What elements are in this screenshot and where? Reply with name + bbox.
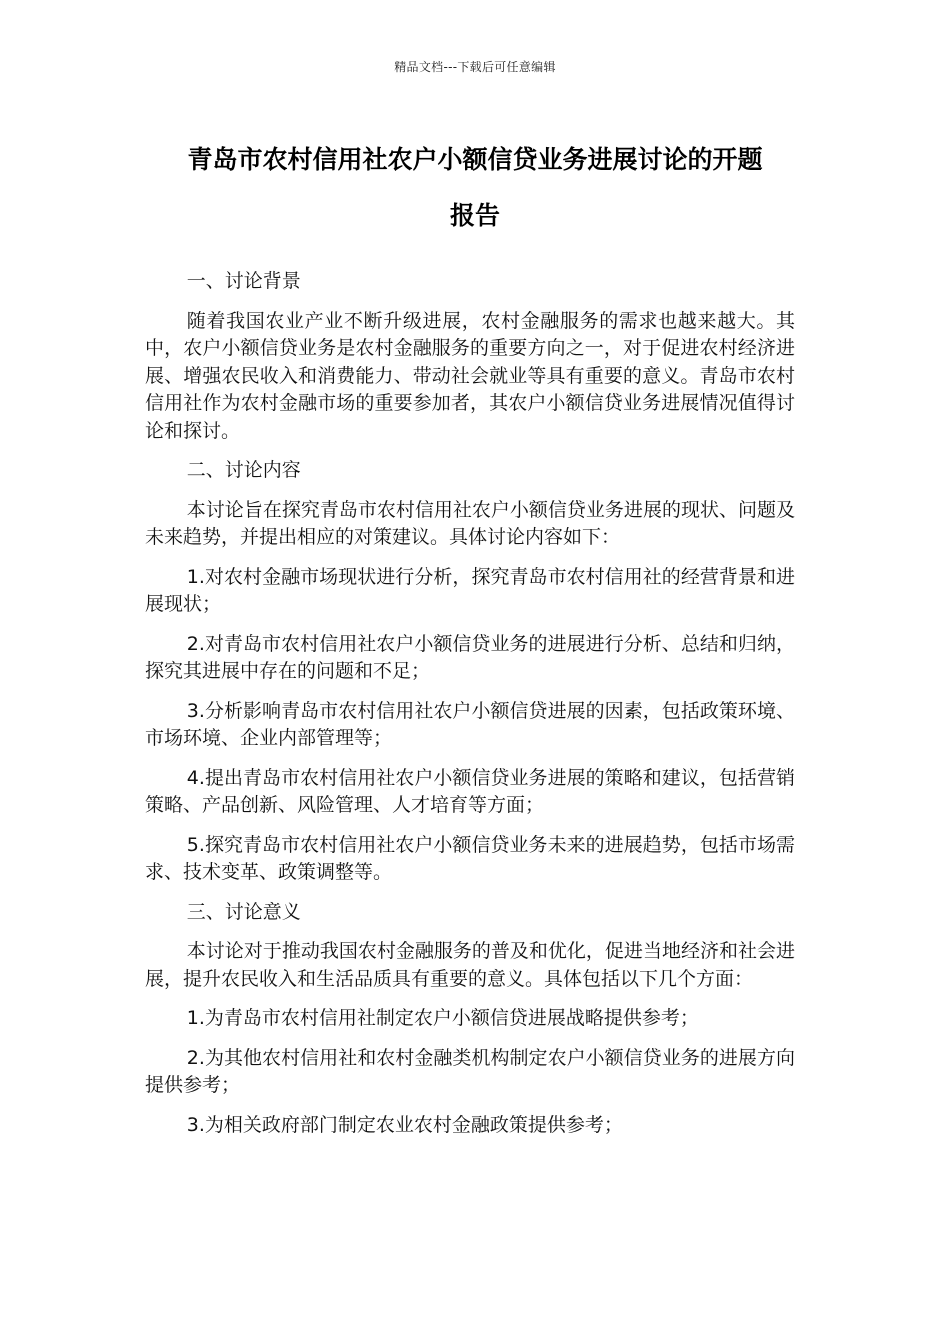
document-body <box>145 268 795 1151</box>
content-item-5: 5.探究青岛市农村信用社农户小额信贷业务未来的进展趋势，包括市场需求、技术变革、政策调整等。 <box>145 833 795 883</box>
document-title <box>120 132 830 244</box>
content-intro-paragraph: 本讨论旨在探究青岛市农村信用社农户小额信贷业务进展的现状、问题及未来趋势，并提出相应的对策建议。具体讨论内容如下： <box>145 498 795 548</box>
content-item-4: 4.提出青岛市农村信用社农户小额信贷业务进展的策略和建议，包括营销策略、产品创新、风险管理、人才培育等方面； <box>145 766 795 816</box>
significance-item-2: 2.为其他农村信用社和农村金融类机构制定农户小额信贷业务的进展方向提供参考； <box>145 1046 795 1096</box>
content-item-1: 1.对农村金融市场现状进行分析，探究青岛市农村信用社的经营背景和进展现状； <box>145 565 795 615</box>
section-heading-significance: 三、讨论意义 <box>186 900 301 923</box>
title-line-2: 报告 <box>449 201 500 230</box>
background-paragraph: 随着我国农业产业不断升级进展，农村金融服务的需求也越来越大。其中，农户小额信贷业务是农村金融服务的重要方向之一，对于促进农村经济进展、增强农民收入和消费能力、带动社会就业等具有重要的意义。青岛市农村信用社作为农村金融市场的重要参加者，其农户小额信贷业务进展情况值得讨论和探讨。 <box>145 309 795 442</box>
section-heading-background: 一、讨论背景 <box>186 270 301 292</box>
content-item-2: 2.对青岛市农村信用社农户小额信贷业务的进展进行分析、总结和归纳，探究其进展中存在的问题和不足； <box>145 632 795 682</box>
section-heading-content: 二、讨论内容 <box>186 459 301 481</box>
significance-intro-paragraph: 本讨论对于推动我国农村金融服务的普及和优化，促进当地经济和社会进展，提升农民收入和生活品质具有重要的意义。具体包括以下几个方面： <box>145 940 795 990</box>
significance-item-3: 3.为相关政府部门制定农业农村金融政策提供参考； <box>186 1113 623 1136</box>
content-item-3: 3.分析影响青岛市农村信用社农户小额信贷进展的因素，包括政策环境、市场环境、企业内部管理等； <box>145 699 795 749</box>
title-line-1: 青岛市农村信用社农户小额信贷业务进展讨论的开题 <box>187 145 763 174</box>
significance-item-1: 1.为青岛市农村信用社制定农户小额信贷进展战略提供参考； <box>186 1007 699 1029</box>
header-note: 精品文档---下载后可任意编辑 <box>394 60 556 74</box>
